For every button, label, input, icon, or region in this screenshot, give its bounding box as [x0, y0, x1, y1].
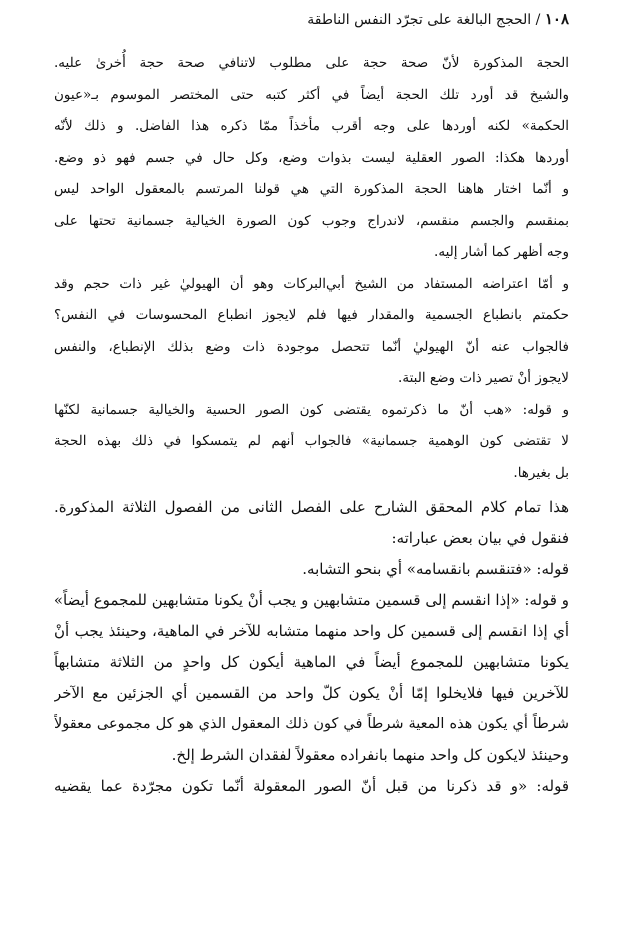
- running-header: [54, 9, 569, 30]
- text-line: و أمّا اعتراضه المستفاد من الشيخ أبي‌البركات وهو أن الهيوليٰ غير ذات حجم وقد: [54, 275, 569, 292]
- text-line: وحينئذ لايكون كل واحد منهما بانفراده معقولاً لفقدان الشرط إلخ.: [171, 746, 569, 764]
- header-separator: /: [535, 12, 541, 28]
- running-title: الحجج البالغة على تجرّد النفس الناطقة: [307, 12, 532, 28]
- text-line: قوله: «و قد ذكرنا من قبل أنّ الصور المعقولة أنّما تكون مجرّدة عما يقضيه: [54, 777, 569, 795]
- paragraph: [54, 395, 569, 490]
- paragraph: [54, 269, 569, 395]
- paragraph: [54, 174, 569, 269]
- text-line: فنقول في بيان بعض عباراته:: [391, 529, 569, 547]
- text-line: وجه أظهر كما أشار إليه.: [434, 244, 569, 260]
- text-line: أوردها هكذا: الصور العقلية ليست بذوات وضع، وكل حال في جسم فهو ذو وضع.: [54, 149, 569, 166]
- text-line: يكونا متشابهين للمجموع أيضاً في الماهية أيكون كل واحدٍ من الثلاثة متشابهاً: [54, 653, 569, 671]
- text-line: و قوله: «هب أنّ ما ذكرتموه يقتضى كون الصور الحسية والخيالية جسمانية لكنّها: [54, 401, 569, 418]
- text-line: و أنّما اختار هاهنا الحجة المذكورة التي هي قولنا المرتسم بالمعقول الواحد ليس: [54, 181, 569, 197]
- text-line: والشيخ قد أورد تلك الحجة أيضاً في أكثر كتبه حتى المختصر الموسوم بـ«عيون: [54, 86, 569, 103]
- text-line: قوله: «فتنقسم بانقسامه» أي بنحو التشابه.: [302, 560, 569, 578]
- paragraph: [54, 585, 569, 771]
- text-line: شرطاً أي يكون هذه المعية شرطاً في كون ذلك المعقول الذي هو كل مجموعى معقولاً: [54, 716, 569, 732]
- text-line: لايجوز أنْ تصير ذات وضع البتة.: [398, 370, 569, 386]
- text-line: و قوله: «إذا انقسم إلى قسمين متشابهين و يجب أنْ يكونا متشابهين للمجموع أيضاً»: [54, 591, 569, 609]
- text-line: حكمتم بانطباع الجسمية والمقدار فيها فلم لايجوز انطباع المحسوسات في النفس؟: [54, 307, 569, 323]
- text-line: بمنقسم والجسم منقسم، لاندراج وجوب كون الصورة الخيالية جسمانية تحتها على: [54, 212, 569, 229]
- text-line: أي إذا انقسم إلى قسمين كل واحد منهما متشابه للآخر في الماهية، وحينئذ يجب أنْ: [54, 622, 569, 640]
- text-line: للآخرين فيها فلايخلوا إمّا أنْ يكون كلّ واحد من القسمين أي الجزئين مع الآخر: [54, 684, 569, 702]
- paragraph: [54, 492, 569, 554]
- paragraph: [54, 771, 569, 802]
- paragraph: [54, 554, 569, 585]
- text-line: الحجة المذكورة لأنّ صحة حجة على مطلوب لاتنافي صحة حجة أُخرىٰ عليه.: [54, 55, 569, 71]
- text-line: لا تقتضى كون الوهمية جسمانية» فالجواب أنهم لم يتمسكوا في ذلك بهذه الحجة: [54, 433, 569, 449]
- text-line: فالجواب عنه أنّ الهيوليٰ أنّما تتحصل موجودة ذات وضع بذلك الإنطباع، والنفس: [54, 338, 569, 355]
- text-line: هذا تمام كلام المحقق الشارح على الفصل الثانى من الفصول الثلاثة المذكورة.: [54, 498, 569, 516]
- paragraph: [54, 48, 569, 174]
- text-line: الحكمة» لكنه أوردها على وجه أقرب مأخذاً ممّا ذكره هذا الفاضل. و ذلك لأنّه: [54, 118, 569, 134]
- page-body: [54, 48, 569, 802]
- text-line: بل بغيرها.: [513, 464, 569, 481]
- page-number: ١٠٨: [544, 10, 569, 28]
